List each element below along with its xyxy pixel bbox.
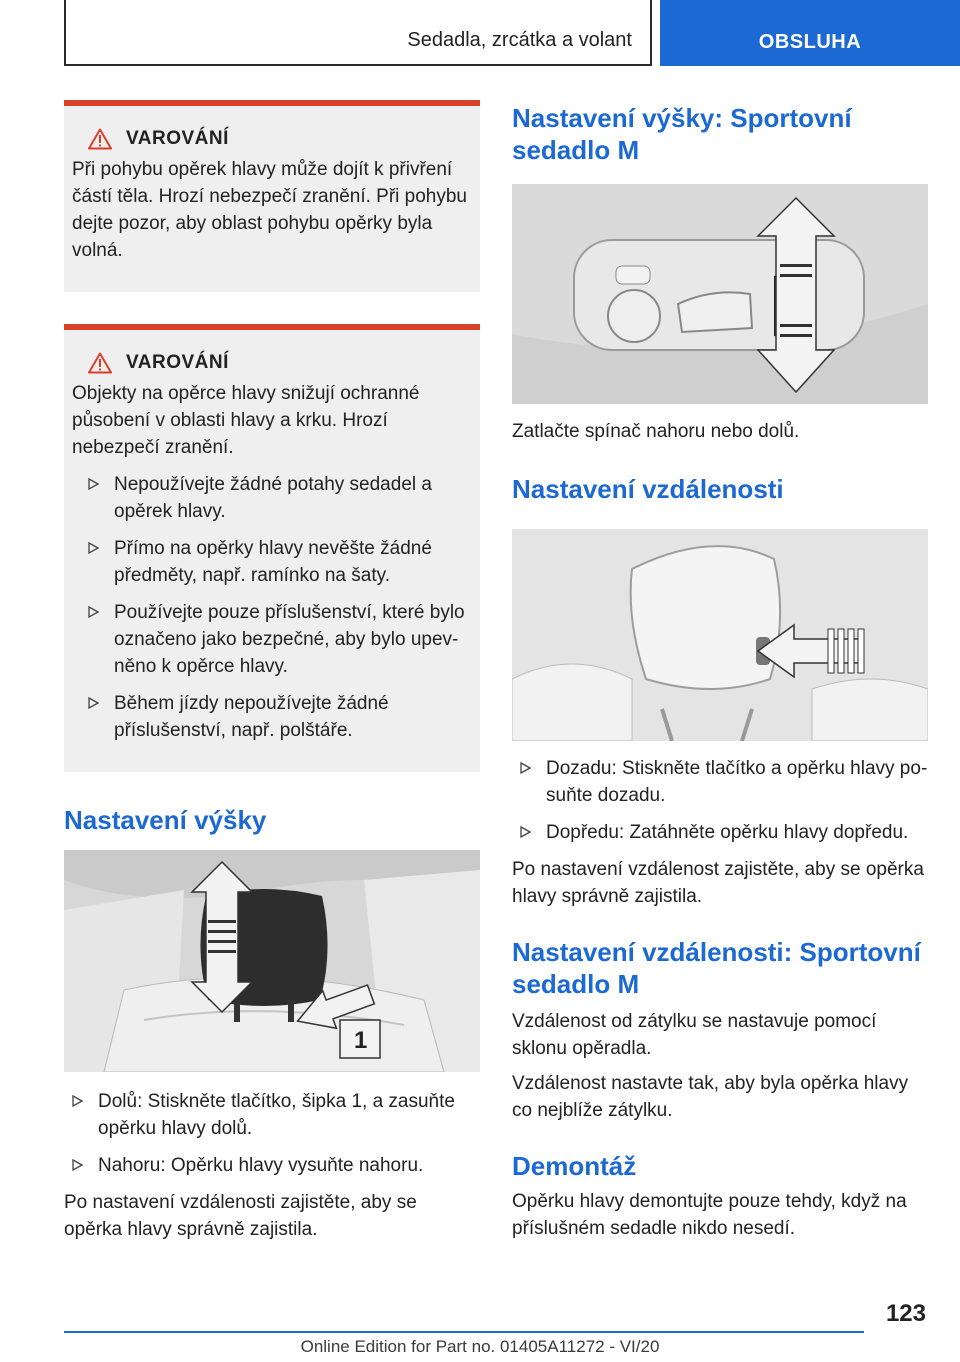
sport-height-note: Zatlačte spínač nahoru nebo dolů.: [512, 421, 800, 442]
list-item: [72, 690, 470, 744]
list-item: [72, 471, 470, 525]
warning-title: VAROVÁNÍ: [126, 352, 229, 373]
section-heading-distance: Nastavení vzdálenosti: [512, 474, 784, 504]
list-item: [512, 755, 928, 809]
section-heading-removal: Demontáž: [512, 1151, 637, 1181]
list-item-text: Dopředu: Zatáhněte opěrku hlavy dopředu.: [546, 822, 909, 843]
warning-list: [72, 471, 470, 744]
figure-headrest-distance: [512, 529, 928, 741]
list-item: [72, 535, 470, 589]
warning-triangle-icon: [88, 128, 112, 150]
list-item: [72, 599, 470, 680]
bullet-triangle-icon: [88, 478, 99, 490]
left-column: [64, 100, 480, 1243]
removal-text: Opěrku hlavy demontujte pouze tehdy, když na příslušném sedadle nikdo nesedí.: [512, 1191, 907, 1239]
page-number: 123: [885, 1300, 926, 1327]
list-item-text: Používejte pouze příslušenství, které bylo označeno jako bezpečné, aby bylo upevněno k opěrce hlavy.: [114, 602, 465, 677]
bullet-triangle-icon: [520, 826, 531, 838]
warning-text: Objekty na opěrce hlavy snižují ochranné působení v oblasti hlavy a krku. Hrozí nebezpečí zranění.: [72, 383, 420, 458]
bullet-triangle-icon: [88, 542, 99, 554]
sport-distance-text-1: Vzdálenost od zátylku se nastavuje pomocí sklonu opěradla.: [512, 1011, 877, 1059]
warning-head: [72, 352, 470, 374]
figure-headrest-height: [64, 850, 480, 1072]
figure-callout-1: 1: [354, 1027, 368, 1054]
warning-text: Při pohybu opěrek hlavy může dojít k přivření částí těla. Hrozí nebezpečí zranění. Při pohybu dejte pozor, aby oblast pohybu opěrky byla volná.: [72, 159, 467, 261]
list-item-text: Dolů: Stiskněte tlačítko, šipka 1, a zasuňte opěrku hlavy dolů.: [98, 1091, 455, 1139]
distance-note: Po nastavení vzdálenost zajistěte, aby se opěrka hlavy správně zajistila.: [512, 859, 924, 907]
footer-divider: [64, 1331, 864, 1333]
headrest-height-illustration: [64, 850, 480, 1072]
chapter-tab[interactable]: OBSLUHA: [660, 0, 960, 66]
bullet-triangle-icon: [88, 606, 99, 618]
warning-box-2: [64, 324, 480, 772]
list-item: [64, 1088, 480, 1142]
bullet-triangle-icon: [72, 1159, 83, 1171]
bullet-triangle-icon: [72, 1095, 83, 1107]
list-item-text: Nepoužívejte žádné potahy sedadel a opěrek hlavy.: [114, 474, 432, 522]
warning-box-1: [64, 100, 480, 292]
bullet-triangle-icon: [88, 697, 99, 709]
list-item-text: Nahoru: Opěrku hlavy vysuňte nahoru.: [98, 1155, 424, 1176]
sport-seat-switch-illustration: [512, 184, 928, 404]
warning-title: VAROVÁNÍ: [126, 128, 229, 149]
list-item-text: Dozadu: Stiskněte tlačítko a opěrku hlavy posuňte dozadu.: [546, 758, 928, 806]
right-column: [512, 100, 928, 1242]
section-heading-height: Nastavení výšky: [64, 805, 267, 835]
list-item: [64, 1152, 480, 1179]
height-note: Po nastavení vzdálenosti zajistěte, aby se opěrka hlavy správně zajistila.: [64, 1192, 417, 1240]
warning-head: [72, 128, 470, 150]
bullet-triangle-icon: [520, 762, 531, 774]
section-heading-sport-height: Nastavení výšky: Sportovní sedadlo M: [512, 103, 852, 165]
list-item: [512, 819, 928, 846]
distance-list: [512, 755, 928, 846]
height-list: [64, 1088, 480, 1179]
sport-distance-text-2: Vzdálenost nastavte tak, aby byla opěrka hlavy co nejblíže zátylku.: [512, 1073, 909, 1121]
figure-sport-seat-switch: [512, 184, 928, 404]
headrest-distance-illustration: [512, 529, 928, 741]
list-item-text: Přímo na opěrky hlavy nevěšte žádné předměty, např. ramínko na šaty.: [114, 538, 432, 586]
warning-triangle-icon: [88, 352, 112, 374]
section-heading-sport-distance: Nastavení vzdálenosti: Sportovní sedadlo M: [512, 937, 921, 999]
header-frame: [64, 0, 652, 66]
section-title: Sedadla, zrcátka a volant: [407, 29, 632, 51]
list-item-text: Během jízdy nepoužívejte žádné příslušenství, např. polštáře.: [114, 693, 389, 741]
footer-edition: Online Edition for Part no. 01405A11272 - VI/20: [300, 1337, 660, 1356]
